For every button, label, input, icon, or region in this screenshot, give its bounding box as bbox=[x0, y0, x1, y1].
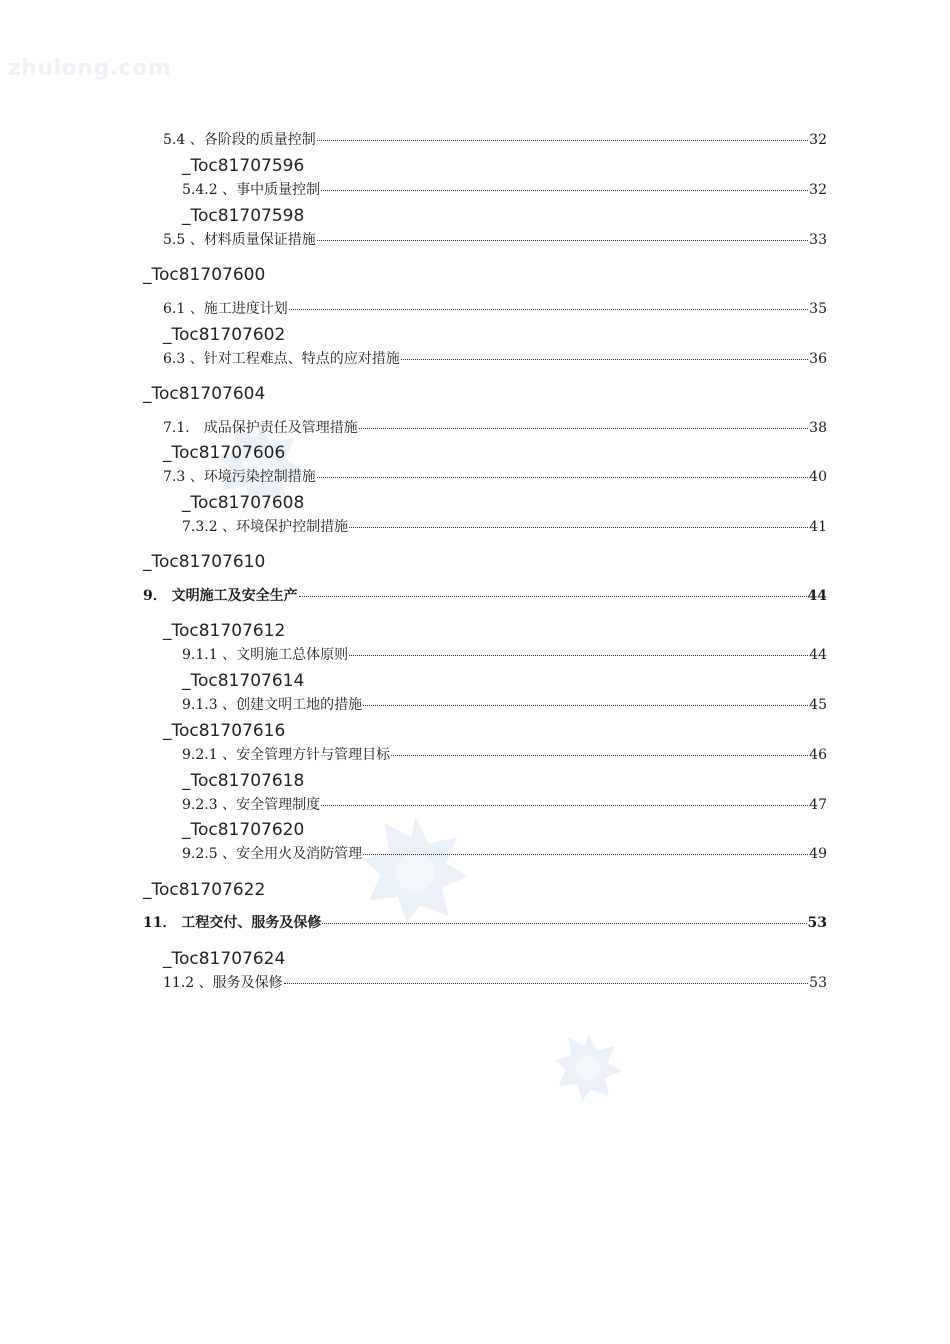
toc-entry[interactable]: 9.2.3 、安全管理制度 47 bbox=[182, 797, 827, 813]
toc-entry[interactable]: 6.1 、施工进度计划 35 bbox=[163, 301, 827, 317]
toc-anchor: _Toc81707606 bbox=[163, 443, 286, 463]
toc-anchor: _Toc81707616 bbox=[163, 721, 286, 741]
toc-entry[interactable]: 9.2.1 、安全管理方针与管理目标 46 bbox=[182, 747, 827, 763]
toc-entry[interactable]: 9． 文明施工及安全生产 44 bbox=[143, 588, 827, 604]
toc-entry[interactable]: 11.2 、服务及保修 53 bbox=[163, 975, 827, 991]
toc-entry[interactable]: 9.2.5 、安全用火及消防管理 49 bbox=[182, 846, 827, 862]
toc-anchor: _Toc81707614 bbox=[182, 671, 305, 691]
toc-anchor: _Toc81707618 bbox=[182, 771, 305, 791]
toc-entry[interactable]: 5.4 、各阶段的质量控制 32 bbox=[163, 132, 827, 148]
toc-entry[interactable]: 5.4.2 、事中质量控制 32 bbox=[182, 182, 827, 198]
toc-anchor: _Toc81707600 bbox=[143, 265, 266, 285]
toc-entry[interactable]: 9.1.3 、创建文明工地的措施 45 bbox=[182, 697, 827, 713]
toc-entry[interactable]: 9.1.1 、文明施工总体原则 44 bbox=[182, 647, 827, 663]
watermark-logo: zhulong.com bbox=[8, 56, 172, 81]
toc-entry[interactable]: 7.1． 成品保护责任及管理措施 38 bbox=[163, 420, 827, 436]
toc-anchor: _Toc81707608 bbox=[182, 493, 305, 513]
toc-anchor: _Toc81707596 bbox=[182, 156, 305, 176]
toc-anchor: _Toc81707610 bbox=[143, 552, 266, 572]
toc-anchor: _Toc81707622 bbox=[143, 880, 266, 900]
toc-anchor: _Toc81707624 bbox=[163, 949, 286, 969]
toc-entry[interactable]: 11． 工程交付、服务及保修 53 bbox=[143, 915, 827, 931]
toc-anchor: _Toc81707598 bbox=[182, 206, 305, 226]
toc-anchor: _Toc81707604 bbox=[143, 384, 266, 404]
toc-anchor: _Toc81707612 bbox=[163, 621, 286, 641]
toc-entry[interactable]: 5.5 、材料质量保证措施 33 bbox=[163, 232, 827, 248]
toc-entry[interactable]: 7.3 、环境污染控制措施 40 bbox=[163, 469, 827, 485]
toc-entry[interactable]: 6.3 、针对工程难点、特点的应对措施 36 bbox=[163, 351, 827, 367]
toc-anchor: _Toc81707620 bbox=[182, 820, 305, 840]
toc-anchor: _Toc81707602 bbox=[163, 325, 286, 345]
toc-entry[interactable]: 7.3.2 、环境保护控制措施 41 bbox=[182, 519, 827, 535]
